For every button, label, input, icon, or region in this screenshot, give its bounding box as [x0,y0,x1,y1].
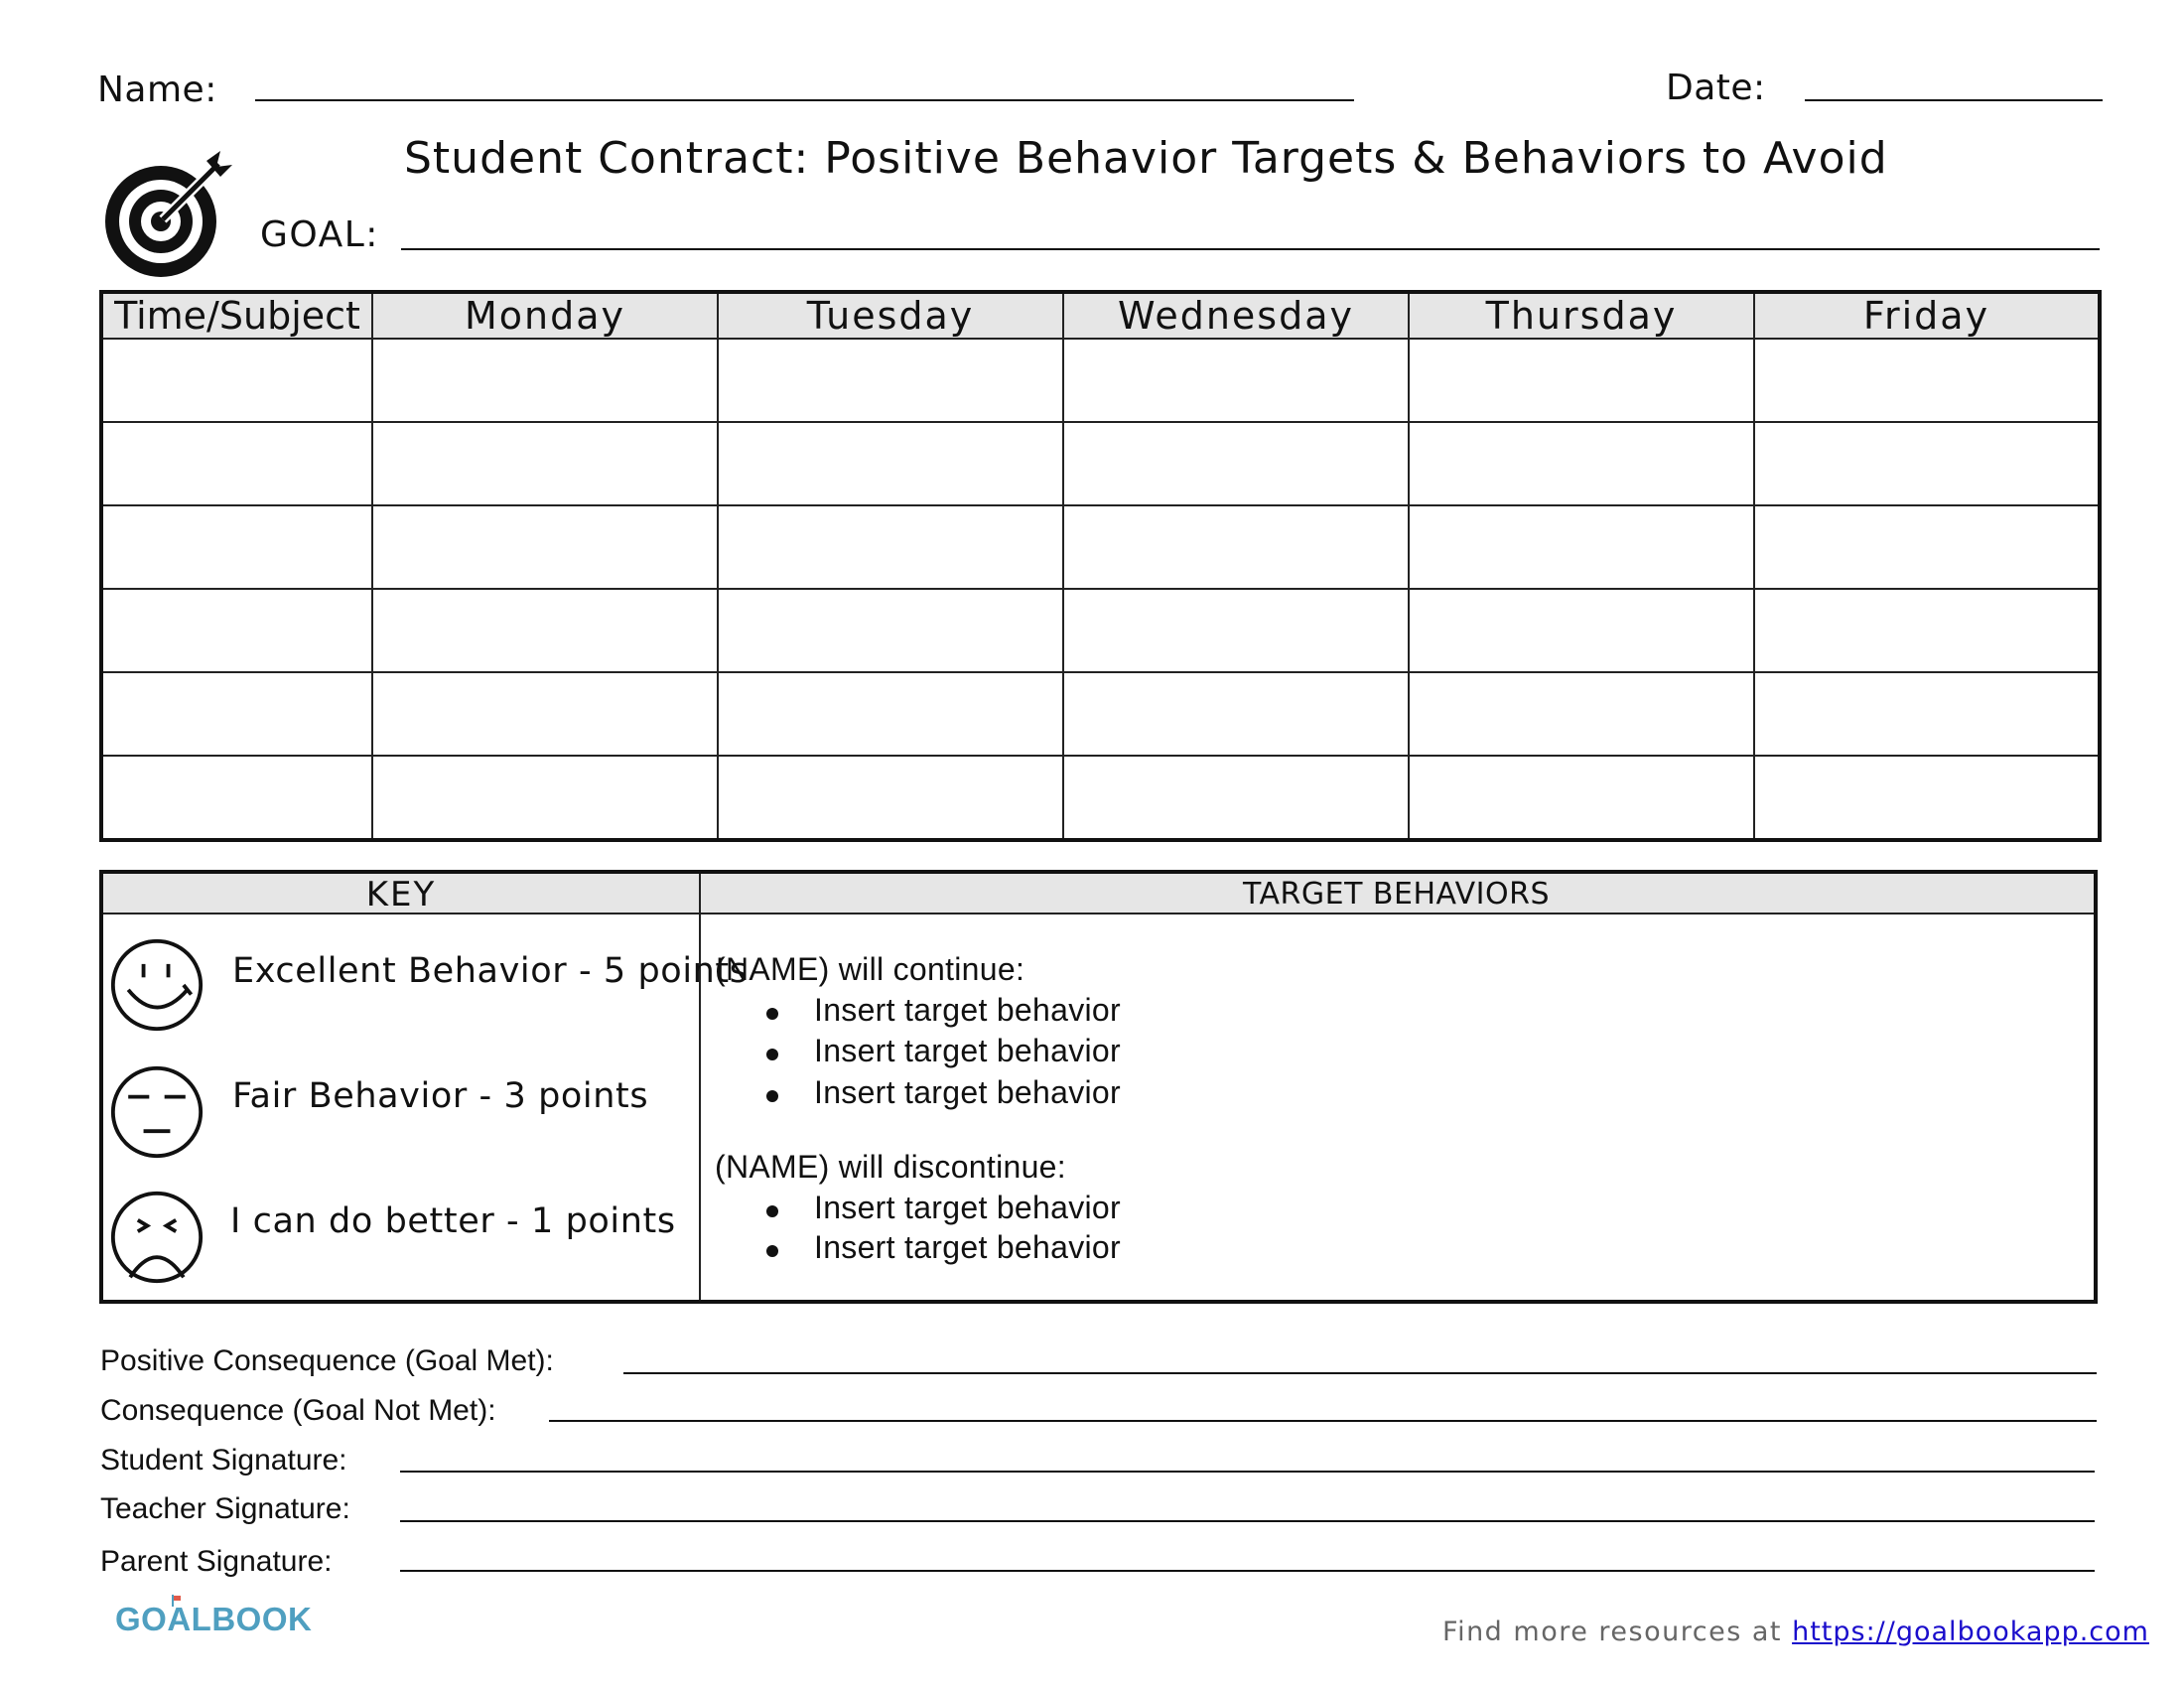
bullet-icon [766,1049,778,1060]
continue-item-1: Insert target behavior [814,992,1121,1028]
positive-consequence-label: Positive Consequence (Goal Met): [100,1344,554,1377]
day-cell[interactable] [718,422,1063,505]
day-cell[interactable] [372,589,718,672]
column-header-monday: Monday [372,292,718,339]
neutral-face-icon [109,1064,205,1160]
day-cell[interactable] [1063,589,1409,672]
target-behaviors-heading: TARGET BEHAVIORS [699,874,2094,914]
time-subject-cell[interactable] [101,756,372,840]
date-field[interactable] [1805,99,2103,101]
consequence-field[interactable] [549,1420,2097,1422]
smiley-face-icon [109,937,205,1033]
name-field[interactable] [255,99,1354,101]
bullet-icon [766,1090,778,1102]
key-fair-label: Fair Behavior - 3 points [232,1076,649,1116]
schedule-row [101,422,2100,505]
column-header-time-subject: Time/Subject [101,292,372,339]
day-cell[interactable] [1063,505,1409,589]
day-cell[interactable] [1754,589,2100,672]
time-subject-cell[interactable] [101,339,372,422]
goal-field[interactable] [401,248,2100,250]
day-cell[interactable] [1409,339,1754,422]
consequence-label: Consequence (Goal Not Met): [100,1394,496,1427]
day-cell[interactable] [372,422,718,505]
time-subject-cell[interactable] [101,589,372,672]
key-target-box [99,870,2098,1304]
goalbook-logo: GOALBOOK [115,1601,313,1637]
discontinue-item-1: Insert target behavior [814,1190,1121,1225]
date-label: Date: [1666,68,1766,108]
key-heading: KEY [103,874,699,914]
day-cell[interactable] [372,672,718,756]
day-cell[interactable] [1754,672,2100,756]
day-cell[interactable] [718,672,1063,756]
day-cell[interactable] [1409,756,1754,840]
day-cell[interactable] [1409,672,1754,756]
schedule-table [99,290,2102,842]
day-cell[interactable] [1409,589,1754,672]
footer-resources [1442,1617,2149,1647]
goal-label: GOAL: [260,214,379,255]
day-cell[interactable] [1754,756,2100,840]
discontinue-title: (NAME) will discontinue: [715,1149,1066,1185]
positive-consequence-field[interactable] [623,1372,2097,1374]
time-subject-cell[interactable] [101,672,372,756]
target-icon [99,149,238,278]
day-cell[interactable] [1063,422,1409,505]
key-better-label: I can do better - 1 points [230,1201,676,1241]
column-header-tuesday: Tuesday [718,292,1063,339]
day-cell[interactable] [372,505,718,589]
day-cell[interactable] [718,505,1063,589]
day-cell[interactable] [1063,672,1409,756]
teacher-signature-label: Teacher Signature: [100,1492,350,1525]
sad-face-icon [109,1190,205,1285]
schedule-row [101,505,2100,589]
continue-item-2: Insert target behavior [814,1033,1121,1068]
day-cell[interactable] [1063,339,1409,422]
column-header-friday: Friday [1754,292,2100,339]
parent-signature-field[interactable] [400,1570,2095,1572]
day-cell[interactable] [718,589,1063,672]
column-header-thursday: Thursday [1409,292,1754,339]
day-cell[interactable] [1409,505,1754,589]
day-cell[interactable] [372,339,718,422]
parent-signature-label: Parent Signature: [100,1545,333,1578]
key-divider [699,874,701,1300]
day-cell[interactable] [1754,422,2100,505]
name-label: Name: [97,70,217,110]
bullet-icon [766,1245,778,1257]
continue-item-3: Insert target behavior [814,1074,1121,1110]
day-cell[interactable] [1754,505,2100,589]
teacher-signature-field[interactable] [400,1520,2095,1522]
day-cell[interactable] [718,756,1063,840]
student-signature-field[interactable] [400,1471,2095,1473]
bullet-icon [766,1205,778,1217]
goalbook-link[interactable]: https://goalbookapp.com [1792,1617,2149,1647]
schedule-body [101,339,2100,840]
flag-icon [171,1595,183,1607]
time-subject-cell[interactable] [101,505,372,589]
schedule-row [101,756,2100,840]
day-cell[interactable] [718,339,1063,422]
time-subject-cell[interactable] [101,422,372,505]
day-cell[interactable] [1063,756,1409,840]
day-cell[interactable] [1409,422,1754,505]
bullet-icon [766,1008,778,1020]
schedule-row [101,589,2100,672]
schedule-header-row [101,292,2100,339]
schedule-row [101,672,2100,756]
footer-prefix: Find more resources at [1442,1617,1793,1647]
page-title: Student Contract: Positive Behavior Targets & Behaviors to Avoid [404,133,1888,184]
continue-title: (NAME) will continue: [715,951,1025,987]
student-signature-label: Student Signature: [100,1444,347,1477]
day-cell[interactable] [372,756,718,840]
day-cell[interactable] [1754,339,2100,422]
discontinue-item-2: Insert target behavior [814,1229,1121,1265]
schedule-row [101,339,2100,422]
key-excellent-label: Excellent Behavior - 5 points [232,951,749,991]
column-header-wednesday: Wednesday [1063,292,1409,339]
